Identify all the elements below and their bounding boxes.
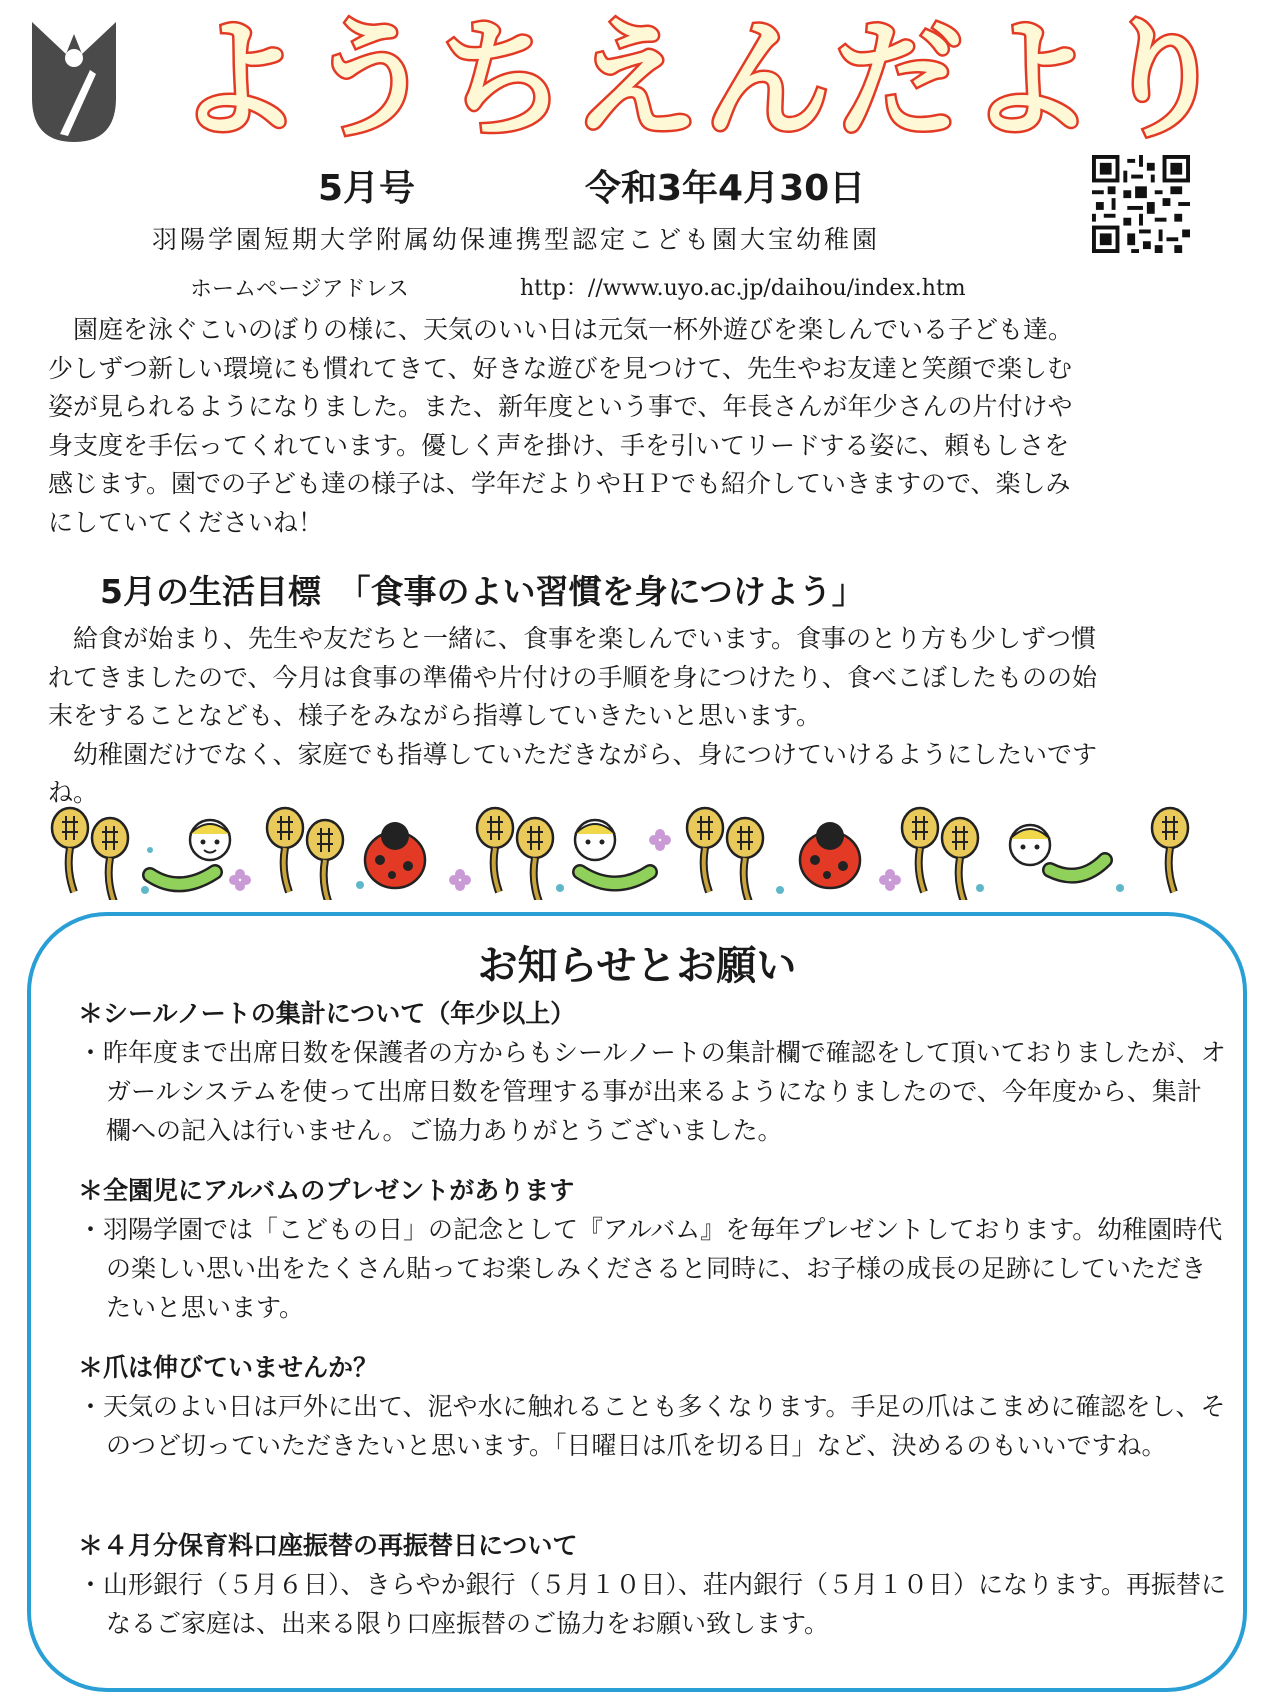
caterpillar-illustration [150, 820, 230, 884]
notice-heading-nails: ＊爪は伸びていませんか？ [78, 1353, 379, 1382]
decorative-illustration-border [40, 800, 1240, 900]
notice-heading-seal-note: ＊シールノートの集計について（年少以上） [78, 999, 576, 1028]
notice-heading-transfer: ＊４月分保育料口座振替の再振替日について [78, 1531, 578, 1560]
ladybug-illustration [365, 822, 425, 888]
issue-label: 5月号 [318, 168, 416, 209]
intro-paragraph: 園庭を泳ぐこいのぼりの様に、天気のいい日は元気一杯外遊びを楽しんでいる子ども達。 少しずつ新しい環境にも慣れてきて、好きな遊びを見つけて、先生やお友達と笑顔で楽しむ 姿が見られるようになりました。また、新年度という事で、年長さんが年少さんの片付けや 身支度を手伝ってくれています。優しく声を掛け、手を引いてリードする姿に、頼もしさを 感じます。園での子ども達の様子は、学年だよりやＨＰでも紹介していきますので、楽しみ にしていてくださいね！ [48, 315, 1074, 537]
notice-body-seal-note: ・昨年度まで出席日数を保護者の方からもシールノートの集計欄で確認をして頂いておりましたが、オガールシステムを使って出席日数を管理する事が出来るようになりましたので、今年度から、集計欄への記入は行いません。ご協力ありがとうございました。 [78, 1038, 1226, 1145]
notice-heading-album: ＊全園児にアルバムのプレゼントがあります [78, 1176, 575, 1205]
flower-illustration [229, 869, 251, 891]
newsletter-title: ようちえんだより [175, 6, 1232, 155]
notice-box [27, 912, 1247, 1692]
homepage-url[interactable]: http：//www.uyo.ac.jp/daihou/index.htm [520, 276, 966, 301]
school-name: 羽陽学園短期大学附属幼保連携型認定こども園大宝幼稚園 [152, 225, 881, 254]
homepage-label: ホームページアドレス [190, 277, 409, 302]
monthly-goal-heading: 5月の生活目標 「食事のよい習慣を身につけよう」 [100, 572, 865, 611]
notice-body-nails: ・天気のよい日は戸外に出て、泥や水に触れることも多くなります。手足の爪はこまめに確認をし、そのつど切っていただきたいと思います。「日曜日は爪を切る日」など、決めるのもいいですね。 [78, 1392, 1226, 1460]
issue-date: 令和3年4月30日 [585, 168, 866, 209]
kindergarten-logo [30, 14, 118, 146]
notice-title: お知らせとお願い [477, 943, 797, 989]
notice-body-album: ・羽陽学園では「こどもの日」の記念として『アルバム』を毎年プレゼントしております。幼稚園時代の楽しい思い出をたくさん貼ってお楽しみくださると同時に、お子様の成長の足跡にしていただきたいと思います。 [78, 1215, 1223, 1322]
sprout-illustration [52, 808, 88, 892]
monthly-goal-body: 給食が始まり、先生や友だちと一緒に、食事を楽しんでいます。食事のとり方も少しずつ慣 れてきましたので、今月は食事の準備や片付けの手順を身につけたり、食べこぼしたものの始 末をすることなども、様子をみながら指導していきたいと思います。 幼稚園だけでなく、家庭でも指導していただきながら、身につけていけるようにしたいです ね。 [48, 624, 1098, 807]
qr-code [1092, 155, 1190, 253]
notice-body-transfer: ・山形銀行（５月６日）、きらやか銀行（５月１０日）、荘内銀行（５月１０日）になります。再振替になるご家庭は、出来る限り口座振替のご協力をお願い致します。 [78, 1570, 1227, 1638]
